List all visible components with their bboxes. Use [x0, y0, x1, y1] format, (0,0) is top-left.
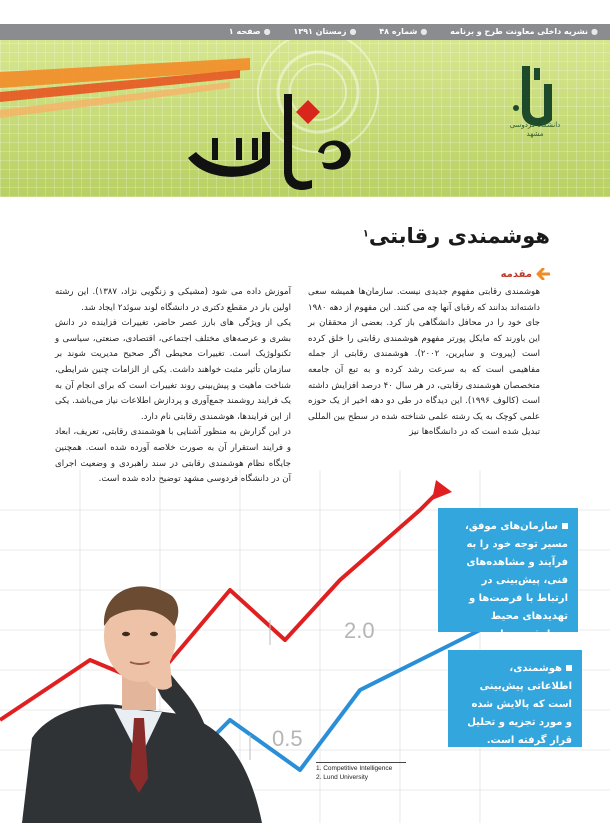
arrow-left-icon — [536, 268, 550, 280]
chart-label-05: 0.5 — [272, 726, 303, 751]
red-arrowhead — [432, 480, 452, 500]
paragraph: در این گزارش به منظور آشنایی با هوشمندی رقابتی، تعریف، ابعاد و فرایند استقرار آن به صورت خلاصه آورده شده است. همچنین جایگاه نظام هوشمندی رقابتی در سند راهبردی و وضعیت اجرای آن در دانشگاه فردوسی مشهد توضیح داده شده است. — [55, 427, 291, 485]
article-title: هوشمندی رقابتی — [368, 224, 550, 248]
paragraph: یکی از ویژگی های بارز عصر حاضر، تغییرات فزاینده در دانش بشری و عرصه‌های مختلف اجتماعی، اقتصادی، صنعتی، سیاسی و تکنولوژیک است. تغییرات محیطی اگر صحیح مدیریت شوند بر سازمان تأثیر مثبت خواهند داشت. یکی از الزامات چنین شرایطی، شناخت ماهیت و پیش‌بینی روند تغییرات است که برای انجام آن به یک فرایند روشمند جمع‌آوری و پردازش اطلاعات نیاز می‌باشد. یکی از این فرایندها، هوشمندی رقابتی نام دارد. — [55, 318, 291, 422]
chart-label-2: 2.0 — [344, 618, 375, 643]
page-number: صفحه ۱ — [228, 27, 261, 36]
masthead-band — [0, 40, 610, 197]
issue-info-bar — [0, 24, 610, 40]
section-heading-text: مقدمه — [500, 268, 532, 280]
masthead-logotype — [188, 94, 351, 190]
square-bullet-icon — [562, 523, 568, 529]
callout-text: سازمان‌های موفق، مسیر توجه خود را به فرآیند و مشاهده‌های فنی، پیش‌بینی در ارتباط با فرصت‌ها و تهدیدهای محیط معطوف می‌دارند. — [465, 521, 568, 640]
footnote-rule — [316, 762, 406, 763]
issue-season: زمستان ۱۳۹۱ — [293, 27, 347, 36]
publication-name: نشریه داخلی معاونت طرح و برنامه — [450, 27, 589, 36]
square-bullet-icon — [566, 665, 572, 671]
section-heading — [501, 268, 550, 280]
paragraph: هوشمندی رقابتی مفهوم جدیدی نیست. سازمان‌ها همیشه سعی داشته‌اند بدانند که رقبای آنها چه می کنند. این مفهوم از دهه ۱۹۸۰ جای خود را در محافل دانشگاهی باز کرد. بعضی از محققان بر این باورند که مایکل پورتر مفهوم هوشمندی رقابتی را خلق کرده است (پیروت و سایرین، ۲۰۰۲). هوشمندی رقابتی از جمله مفاهیمی است که به سرعت رشد کرده و به تبع آن جامعه متخصصان هوشمندی رقابتی، در هر سال ۴۰ درصد افزایش داشته است (کالوف ۱۹۹۶). این دیدگاه در طی دو دهه اخیر از یک حوزه علمی کوچک به یک رشته علمی شناخته شده در سطح بین المللی تبدیل شده است که در دانشگاه‌ها نیز — [308, 287, 540, 438]
paragraph: آموزش داده می شود (مشیکی و زنگویی نژاد، ۱۳۸۷). این رشته اولین بار در مقطع دکتری در دانشگاه لوند سوئد۲ ایجاد شد. — [55, 287, 292, 313]
article-title-block — [363, 224, 550, 248]
article-column-left — [55, 285, 291, 488]
businessman-thinking-illustration — [22, 548, 272, 823]
callout-text: هوشمندی، اطلاعاتی پیش‌بینی است که پالایش شده و مورد تجزیه و تحلیل قرار گرفته است. — [467, 663, 572, 746]
footnote: 2. Lund University — [316, 774, 369, 781]
footnote: 1. Competitive Intelligence — [316, 765, 393, 772]
title-footnote-mark: ۱ — [362, 228, 369, 240]
issue-info: ●نشریه داخلی معاونت طرح و برنامه ●شماره ۴۸ ●زمستان ۱۳۹۱ ●صفحه ۱ — [228, 27, 598, 36]
footnotes — [316, 764, 392, 782]
callout-box — [438, 508, 578, 640]
issue-number: شماره ۴۸ — [379, 27, 418, 36]
logo-caption: دانشگاه فردوسی مشهد — [509, 121, 561, 138]
article-column-right — [308, 285, 540, 441]
callout-box — [448, 650, 582, 747]
